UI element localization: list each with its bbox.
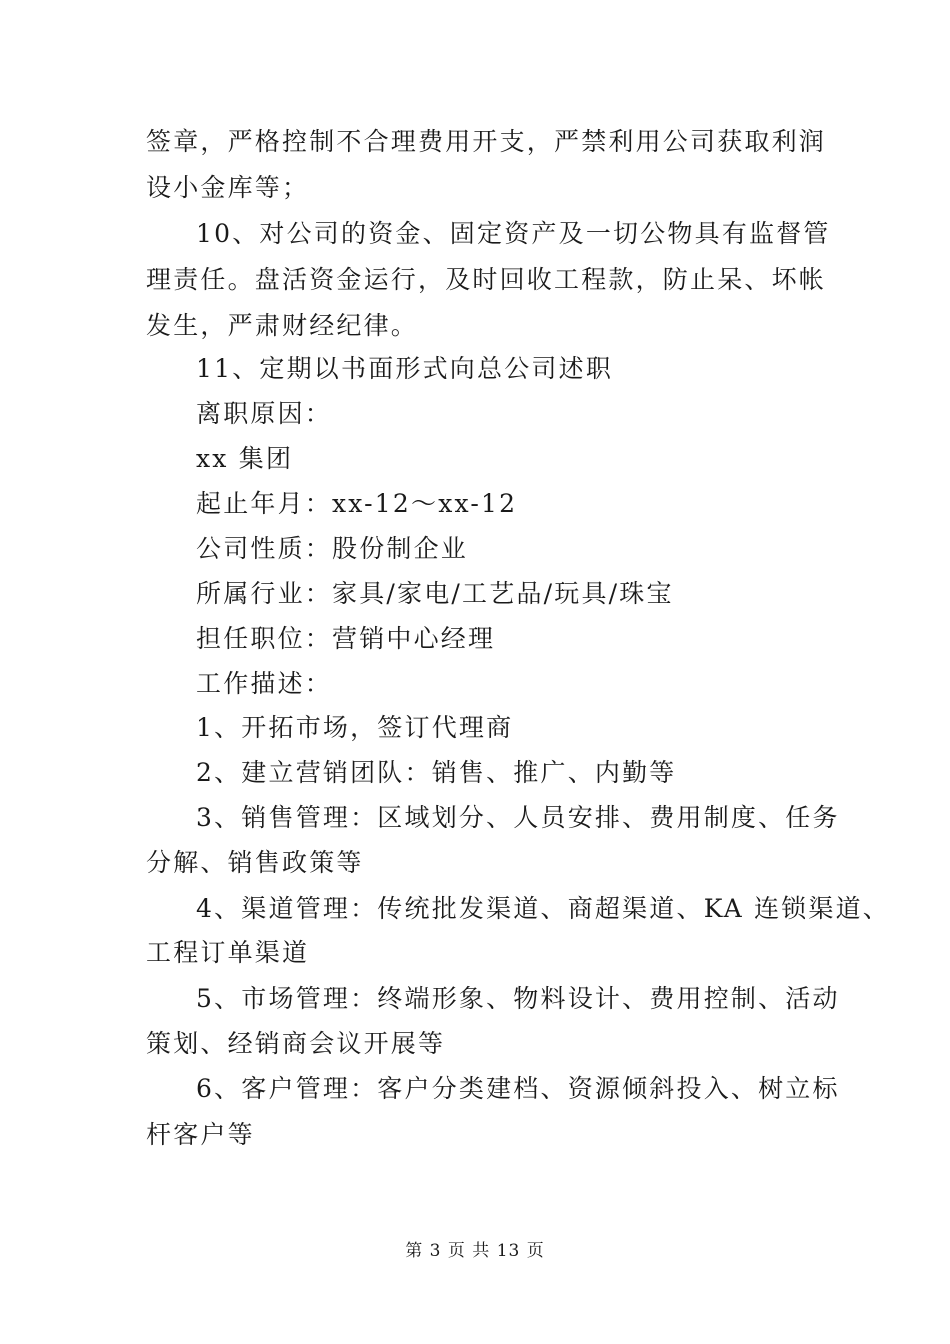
body-line: 工作描述： xyxy=(196,669,333,698)
body-line: 担任职位：营销中心经理 xyxy=(196,624,496,653)
body-line: 6、客户管理：客户分类建档、资源倾斜投入、树立标 xyxy=(196,1074,840,1103)
body-line: 分解、销售政策等 xyxy=(146,848,364,877)
body-line: 发生，严肃财经纪律。 xyxy=(146,311,419,340)
body-line: 杆客户等 xyxy=(146,1120,255,1149)
body-line: 离职原因： xyxy=(196,399,333,428)
body-line: 10、对公司的资金、固定资产及一切公物具有监督管 xyxy=(196,219,831,248)
body-line: 3、销售管理：区域划分、人员安排、费用制度、任务 xyxy=(196,803,840,832)
body-line: 公司性质：股份制企业 xyxy=(196,534,469,563)
body-line: 签章，严格控制不合理费用开支，严禁利用公司获取利润 xyxy=(146,127,827,156)
body-line: 1、开拓市场，签订代理商 xyxy=(196,713,514,742)
body-line: 所属行业：家具/家电/工艺品/玩具/珠宝 xyxy=(196,579,674,608)
body-line: xx 集团 xyxy=(196,444,294,473)
body-line: 起止年月：xx-12～xx-12 xyxy=(196,489,518,518)
body-line: 设小金库等； xyxy=(146,173,310,202)
body-line: 11、定期以书面形式向总公司述职 xyxy=(196,354,614,383)
body-line: 策划、经销商会议开展等 xyxy=(146,1029,446,1058)
body-line: 4、渠道管理：传统批发渠道、商超渠道、KA 连锁渠道、 xyxy=(196,894,890,923)
body-line: 理责任。盘活资金运行，及时回收工程款，防止呆、坏帐 xyxy=(146,265,827,294)
body-line: 5、市场管理：终端形象、物料设计、费用控制、活动 xyxy=(196,984,840,1013)
page-footer: 第 3 页 共 13 页 xyxy=(405,1241,545,1261)
body-line: 2、建立营销团队：销售、推广、内勤等 xyxy=(196,758,677,787)
body-line: 工程订单渠道 xyxy=(146,938,310,967)
